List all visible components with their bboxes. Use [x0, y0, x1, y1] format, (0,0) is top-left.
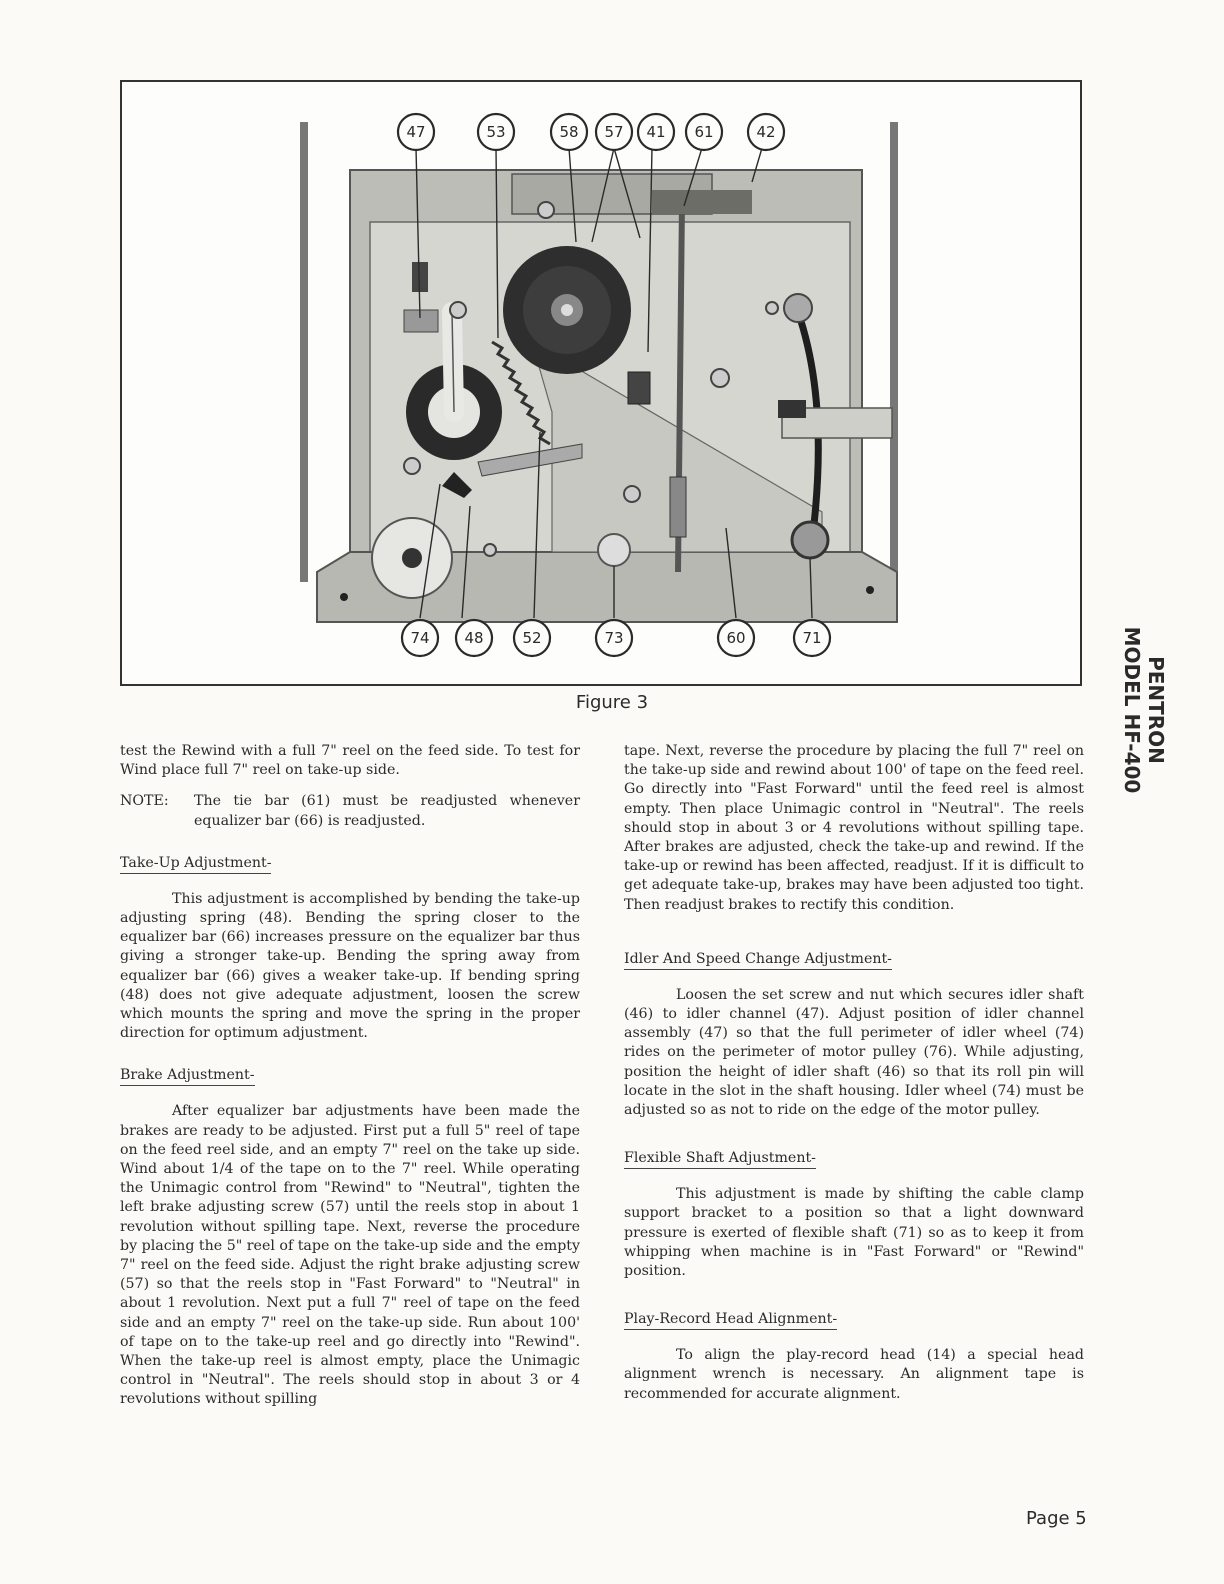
note-text: The tie bar (61) must be readjusted whenever equalizer bar (66) is readjusted.	[194, 793, 580, 829]
page-number: Page 5	[1026, 1508, 1087, 1529]
callout-61	[686, 114, 722, 150]
figure-caption: Figure 3	[575, 692, 649, 713]
idler-section	[624, 933, 1084, 1120]
callouts-top	[398, 114, 784, 150]
mechanism-photo	[122, 82, 1084, 688]
brake-section	[120, 1049, 580, 1409]
svg-text:73: 73	[604, 629, 624, 647]
svg-text:58: 58	[559, 123, 579, 141]
flex-shaft-paragraph: This adjustment is made by shifting the cable clamp support bracket to a position so that a light downward pressure is exerted of flexible shaft (71) so as to keep it from whipping when machine is in "Fast Forward" or "Rewind" position.	[624, 1186, 1084, 1280]
flex-shaft-section	[624, 1132, 1084, 1281]
svg-text:41: 41	[646, 123, 666, 141]
side-tab-brand: PENTRON	[1144, 656, 1168, 764]
callout-41	[638, 114, 674, 150]
callout-47	[398, 114, 434, 150]
callout-58	[551, 114, 587, 150]
flex-shaft-heading: Flexible Shaft Adjustment-	[624, 1148, 816, 1169]
svg-text:60: 60	[726, 629, 746, 647]
left-rail	[300, 122, 308, 582]
note-block	[120, 792, 580, 830]
svg-text:53: 53	[486, 123, 506, 141]
left-column	[120, 742, 580, 1410]
svg-text:71: 71	[802, 629, 822, 647]
note-label: NOTE:	[120, 793, 169, 810]
callout-60	[718, 620, 754, 656]
takeup-heading: Take-Up Adjustment-	[120, 853, 271, 874]
side-tab-text	[1120, 627, 1168, 794]
svg-text:74: 74	[410, 629, 430, 647]
callout-71	[794, 620, 830, 656]
brake-continued-paragraph: tape. Next, reverse the procedure by placing the full 7" reel on the take-up side and rewind about 100' of tape on the feed reel. Go directly into "Fast Forward" until the feed reel is almost empty. Then place Unimagic control in "Neutral". The reels should stop in about 3 or 4 revolutions without spilling tape. After brakes are adjusted, check the take-up and rewind. If the take-up or rewind has been affected, readjust. If it is difficult to get adequate take-up, brakes may have been adjusted too tight. Then readjust brakes to rectify this condition.	[624, 743, 1084, 913]
idler-heading: Idler And Speed Change Adjustment-	[624, 949, 892, 970]
brake-heading: Brake Adjustment-	[120, 1065, 255, 1086]
head-alignment-section	[624, 1293, 1084, 1404]
svg-text:47: 47	[406, 123, 426, 141]
takeup-section	[120, 837, 580, 1044]
figure-3-frame	[120, 80, 1082, 686]
rewind-intro-paragraph: test the Rewind with a full 7" reel on the feed side. To test for Wind place full 7" reel on take-up side.	[120, 743, 580, 779]
svg-text:61: 61	[694, 123, 714, 141]
side-tab-model: MODEL HF-400	[1120, 626, 1144, 794]
head-alignment-paragraph: To align the play-record head (14) a special head alignment wrench is necessary. An alignment tape is recommended for accurate alignment.	[624, 1347, 1084, 1402]
callouts-bottom	[402, 620, 830, 656]
callout-73	[596, 620, 632, 656]
side-tab	[1108, 626, 1168, 880]
brake-paragraph: After equalizer bar adjustments have been made the brakes are ready to be adjusted. First put a full 5" reel of tape on the feed reel side, and an empty 7" reel on the take up side. Wind about 1/4 of the tape on to the 7" reel. While operating the Unimagic control from "Rewind" to "Neutral", tighten the left brake adjusting screw (57) until the reels stop in about 1 revolution without spilling tape. Next, reverse the procedure by placing the 5" reel of tape on the take-up side and the empty 7" reel on the feed side. Adjust the right brake adjusting screw (57) so that the reels stop in "Fast Forward" to "Neutral" in about 1 revolution. Next put a full 7" reel of tape on the feed side and an empty 7" reel on the take-up side. Run about 100' of tape on to the take-up reel and go directly into "Rewind". When the take-up reel is almost empty, place the Unimagic control in "Neutral". The reels should stop in about 3 or 4 revolutions without spilling	[120, 1103, 580, 1408]
head-alignment-heading: Play-Record Head Alignment-	[624, 1309, 837, 1330]
svg-text:42: 42	[756, 123, 776, 141]
right-rail	[890, 122, 898, 582]
callout-52	[514, 620, 550, 656]
callout-48	[456, 620, 492, 656]
callout-74	[402, 620, 438, 656]
callout-53	[478, 114, 514, 150]
svg-text:57: 57	[604, 123, 624, 141]
svg-text:48: 48	[464, 629, 484, 647]
takeup-paragraph: This adjustment is accomplished by bending the take-up adjusting spring (48). Bending the spring closer to the equalizer bar (66) increases pressure on the equalizer bar thus giving a stronger take-up. Bending the spring away from equalizer bar (66) gives a weaker take-up. If bending spring (48) does not give adequate adjustment, loosen the screw which mounts the spring and move the spring in the proper direction for optimum adjustment.	[120, 890, 580, 1042]
right-column	[624, 742, 1084, 1404]
idler-paragraph: Loosen the set screw and nut which secures idler shaft (46) to idler channel (47). Adjust position of idler channel assembly (47) so that the full perimeter of idler wheel (74) rides on the perimeter of motor pulley (76). While adjusting, position the height of idler shaft (46) so that its roll pin will locate in the slot in the shaft housing. Idler wheel (74) must be adjusted so as not to ride on the edge of the motor pulley.	[624, 986, 1084, 1119]
svg-text:52: 52	[522, 629, 542, 647]
callout-42	[748, 114, 784, 150]
callout-57	[596, 114, 632, 150]
